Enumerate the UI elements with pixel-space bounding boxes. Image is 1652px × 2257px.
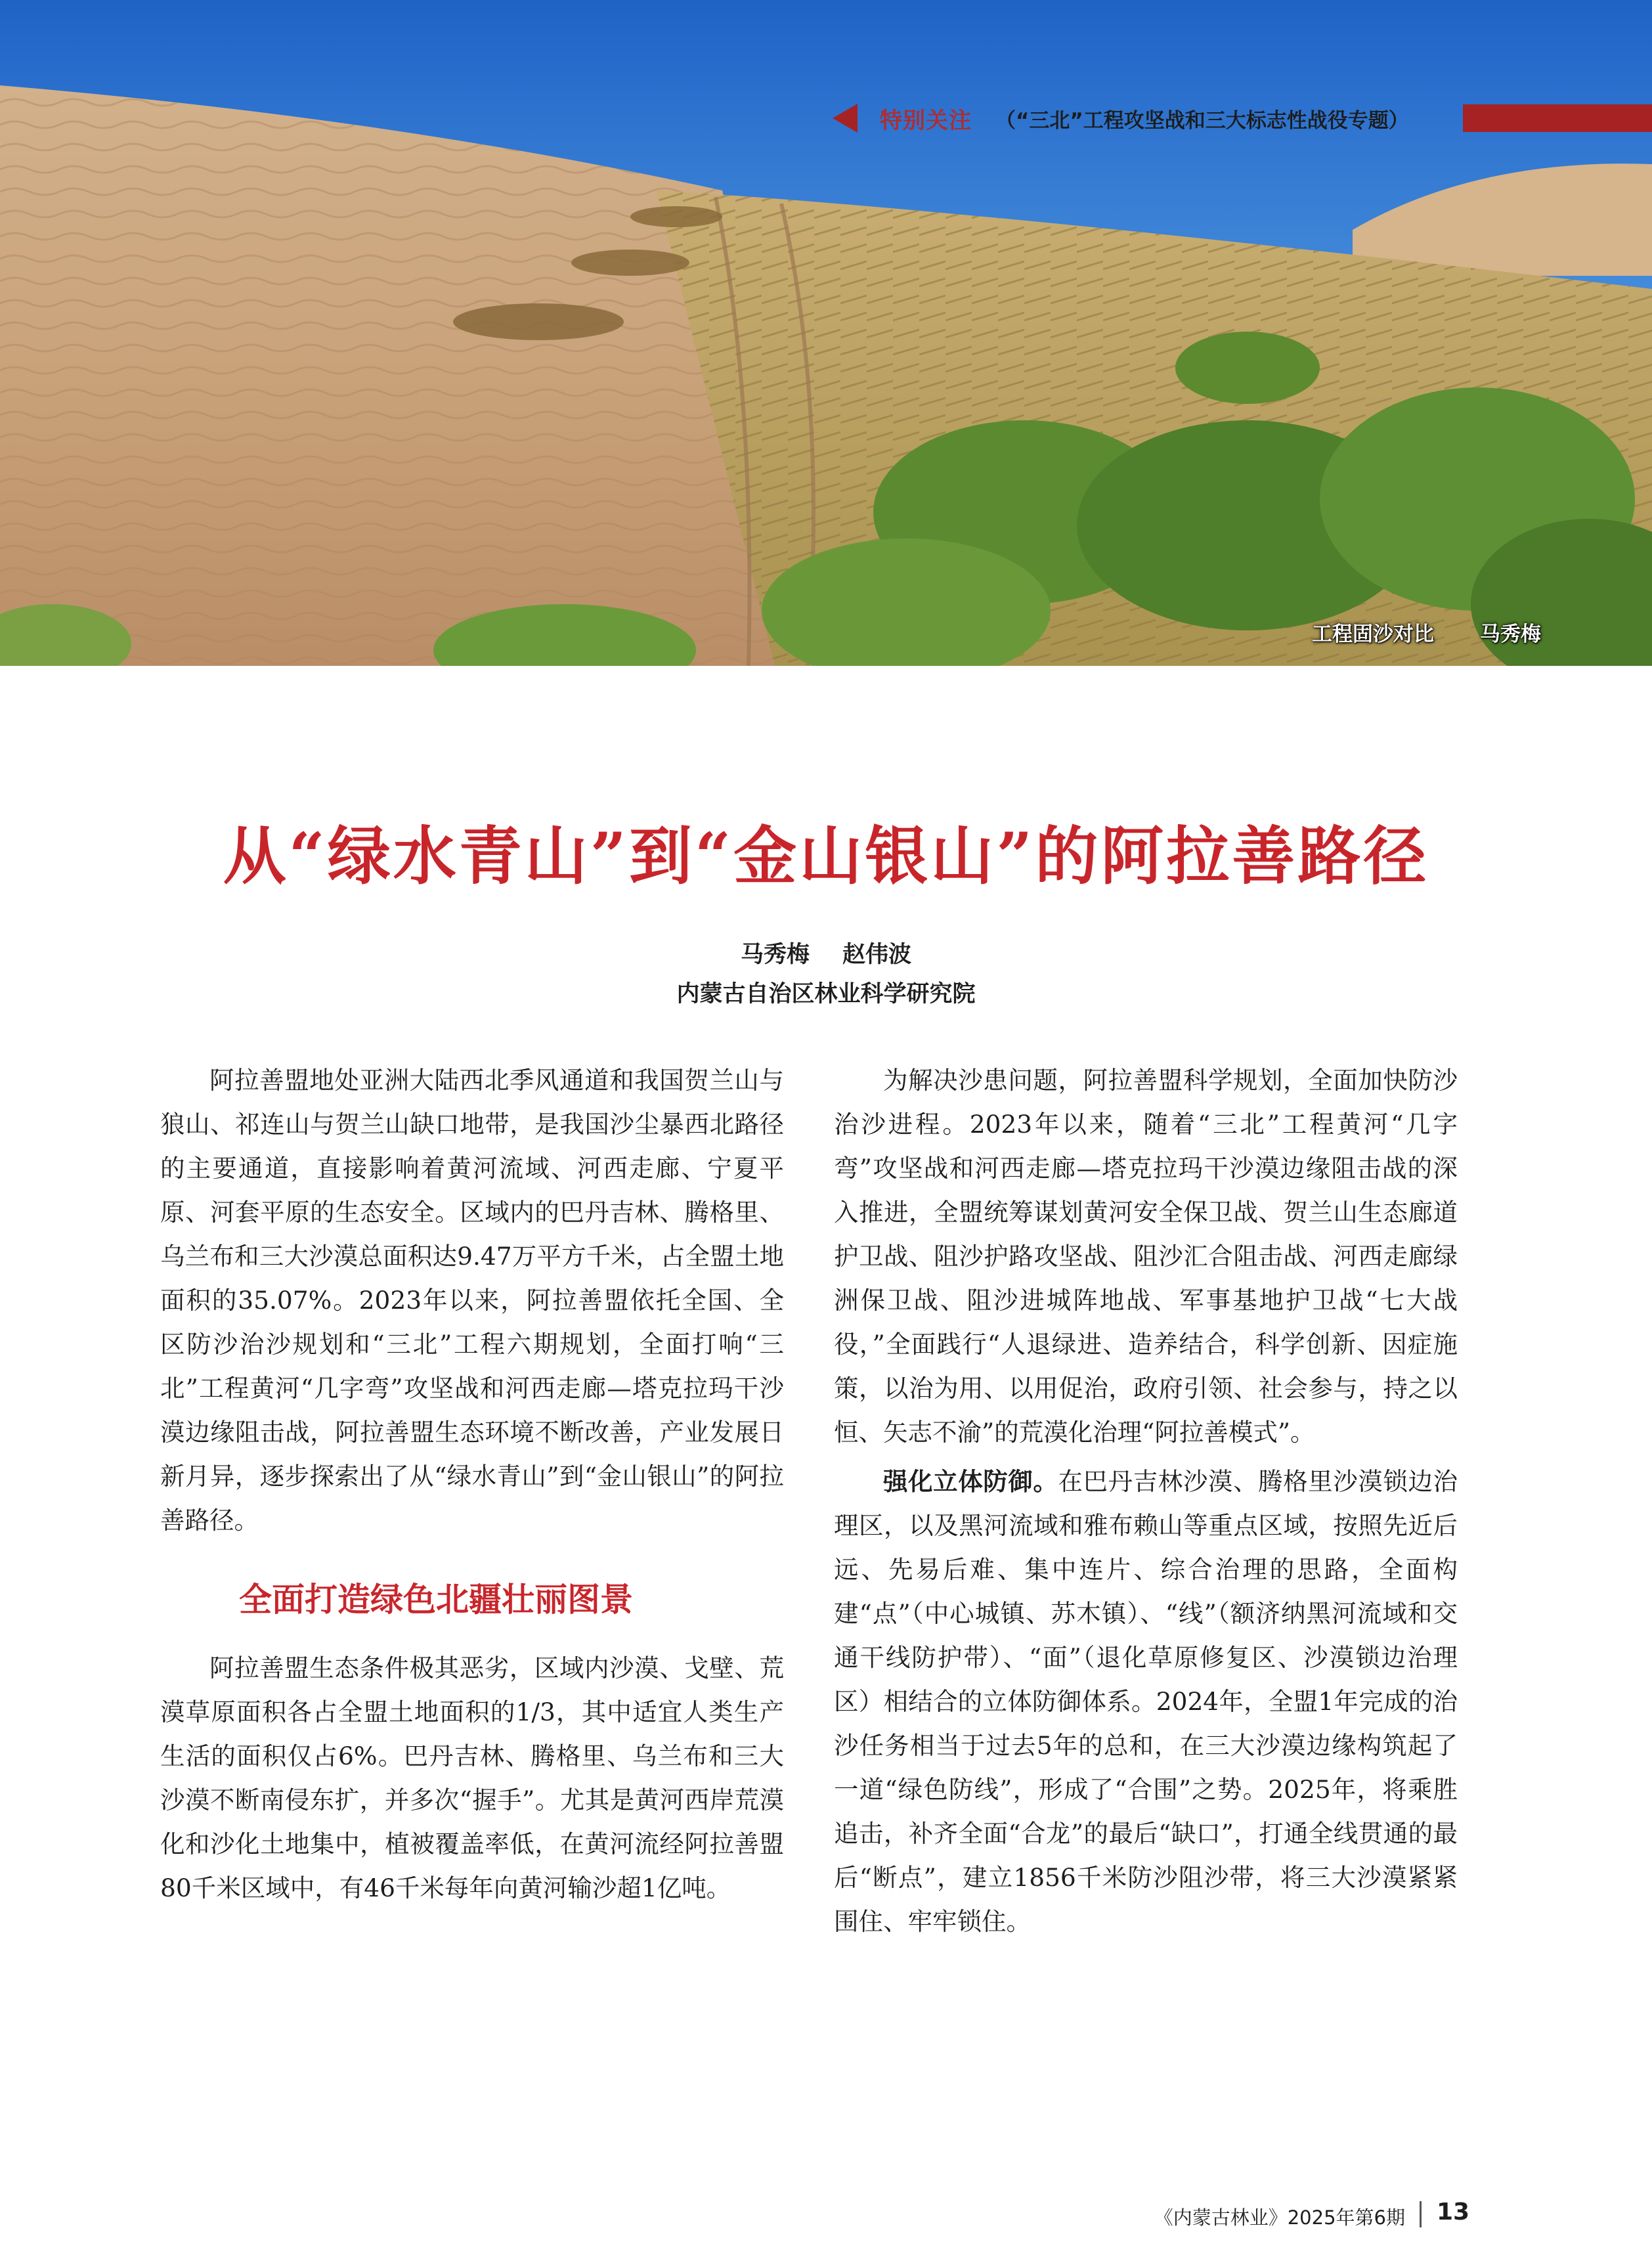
article-title: 从“绿水青山”到“金山银山”的阿拉善路径 [223,819,1429,893]
banner-arrow-icon [833,104,858,133]
column-left [160,1059,784,1910]
section-topic: （“三北”工程攻坚战和三大标志性战役专题） [995,108,1409,133]
photo-caption-text: 工程固沙对比 [1312,623,1434,646]
body-paragraph: 为解决沙患问题，阿拉善盟科学规划，全面加快防沙治沙进程。2023年以来，随着“三北”工程黄河“几字弯”攻坚战和河西走廊—塔克拉玛干沙漠边缘阻击战的深入推进，全盟统筹谋划黄河安全保卫战、贺兰山生态廊道护卫战、阻沙护路攻坚战、阻沙汇合阻击战、河西走廊绿洲保卫战、阻沙进城阵地战、军事基地护卫战“七大战役，”全面践行“人退绿进、造养结合，科学创新、因症施策，以治为用、以用促治，政府引领、社会参与，持之以恒、矢志不渝”的荒漠化治理“阿拉善模式”。 [834,1066,1458,1447]
journal-footer: 《内蒙古林业》2025年第6期 [1154,2206,1405,2229]
page-number: 13 [1437,2199,1470,2225]
hero-photo [0,0,1652,666]
body-paragraph [834,1460,1458,1944]
article-authors [0,936,1652,969]
photo-caption [1312,617,1541,647]
footer-divider [1420,2201,1422,2227]
author-affiliation: 内蒙古自治区林业科学研究院 [676,981,976,1007]
column-right [834,1059,1458,1944]
author-name: 赵伟波 [842,942,912,968]
section-heading: 全面打造绿色北疆壮丽图景 [239,1581,633,1619]
body-paragraph: 阿拉善盟生态条件极其恶劣，区域内沙漠、戈壁、荒漠草原面积各占全盟土地面积的1/3，其中适宜人类生产生活的面积仅占6%。巴丹吉林、腾格里、乌兰布和三大沙漠不断南侵东扩，并多次“握手”。尤其是黄河西岸荒漠化和沙化土地集中，植被覆盖率低，在黄河流经阿拉善盟80千米区域中，有46千米每年向黄河输沙超1亿吨。 [160,1654,784,1902]
banner-accent-bar [1463,104,1652,132]
paragraph-text: 在巴丹吉林沙漠、腾格里沙漠锁边治理区，以及黑河流域和雅布赖山等重点区域，按照先近后远、先易后难、集中连片、综合治理的思路，全面构建“点”（中心城镇、苏木镇）、“线”（额济纳黑河流域和交通干线防护带）、“面”（退化草原修复区、沙漠锁边治理区）相结合的立体防御体系。2024年，全盟1年完成的治沙任务相当于过去5年的总和，在三大沙漠边缘构筑起了一道“绿色防线”，形成了“合围”之势。2025年，将乘胜追击，补齐全面“合龙”的最后“缺口”，打通全线贯通的最后“断点”，建立1856千米防沙阻沙带，将三大沙漠紧紧围住、牢牢锁住。 [834,1467,1458,1936]
section-banner [833,102,1409,134]
paragraph-lead: 强化立体防御。 [883,1467,1058,1496]
body-paragraph: 阿拉善盟地处亚洲大陆西北季风通道和我国贺兰山与狼山、祁连山与贺兰山缺口地带，是我国沙尘暴西北路径的主要通道，直接影响着黄河流域、河西走廊、宁夏平原、河套平原的生态安全。区域内的巴丹吉林、腾格里、乌兰布和三大沙漠总面积达9.47万平方千米，占全盟土地面积的35.07%。2023年以来，阿拉善盟依托全国、全区防沙治沙规划和“三北”工程六期规划，全面打响“三北”工程黄河“几字弯”攻坚战和河西走廊—塔克拉玛干沙漠边缘阻击战，阿拉善盟生态环境不断改善，产业发展日新月异，逐步探索出了从“绿水青山”到“金山银山”的阿拉善路径。 [160,1066,784,1535]
desert-dune-illustration [0,0,1652,666]
section-tag: 特别关注 [880,107,972,134]
author-name: 马秀梅 [740,942,810,968]
photo-credit: 马秀梅 [1480,623,1541,646]
